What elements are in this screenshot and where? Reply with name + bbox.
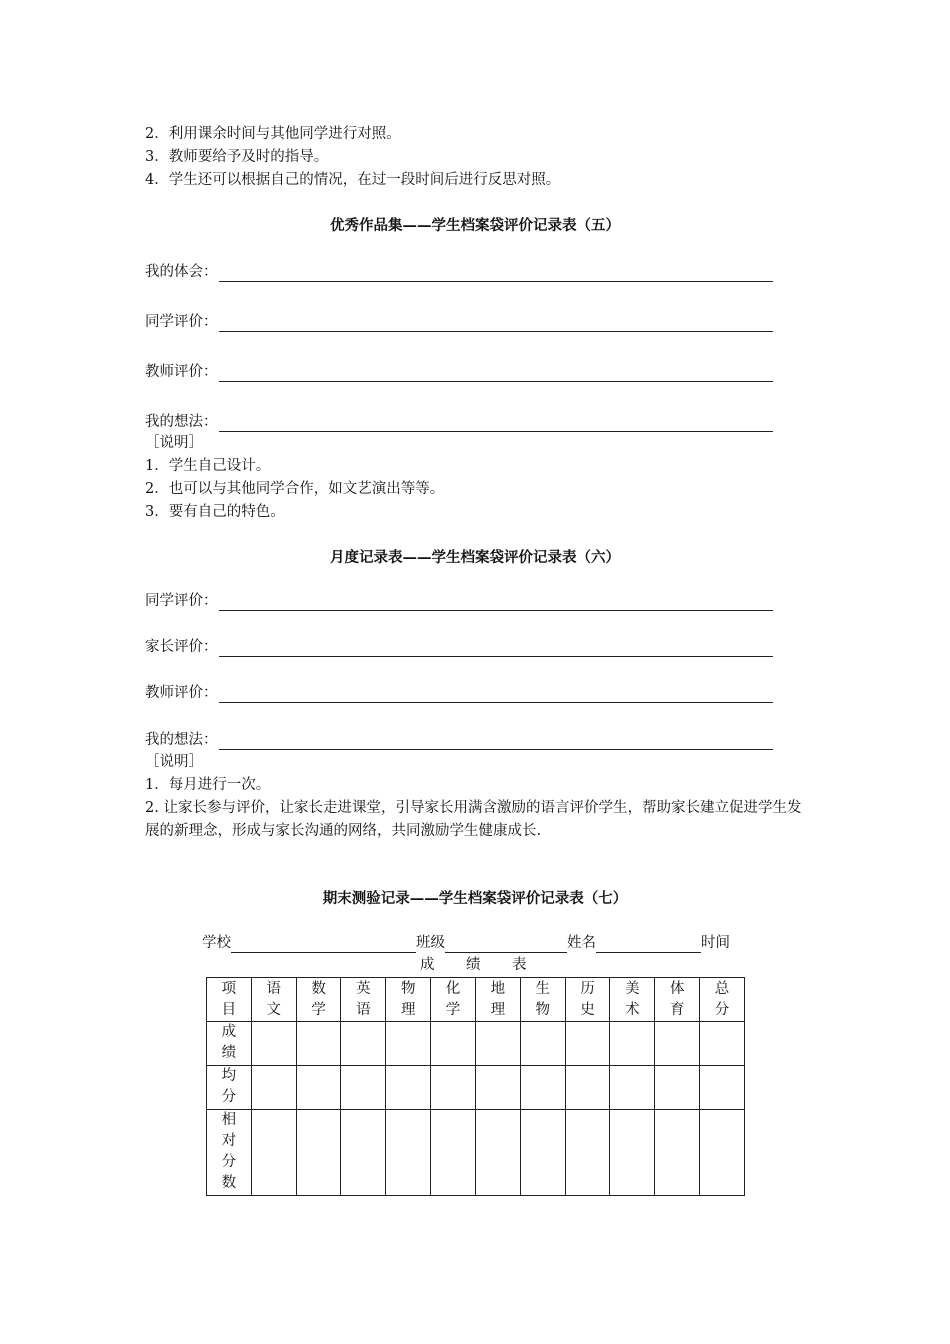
grade-cell[interactable] xyxy=(475,1066,520,1110)
blank-line[interactable] xyxy=(219,640,774,657)
grade-cell[interactable] xyxy=(655,1022,700,1066)
header-cell: 项目 xyxy=(207,978,252,1022)
table-header-row xyxy=(207,978,745,1022)
intro-item: 3．教师要给予及时的指导。 xyxy=(145,149,329,165)
grade-cell[interactable] xyxy=(251,1110,296,1196)
row-label-cell: 均分 xyxy=(207,1066,252,1110)
field-label: 教师评价： xyxy=(145,364,218,380)
section5-field-experience[interactable] xyxy=(145,262,773,282)
grade-cell[interactable] xyxy=(475,1022,520,1066)
intro-item: 4．学生还可以根据自己的情况，在过一段时间后进行反思对照。 xyxy=(145,172,561,188)
blank-line[interactable] xyxy=(219,733,774,750)
section7-title: 期末测验记录——学生档案袋评价记录表（七） xyxy=(322,890,628,907)
grade-cell[interactable] xyxy=(341,1022,386,1066)
section6-field-peer[interactable] xyxy=(145,591,773,611)
section5-title: 优秀作品集——学生档案袋评价记录表（五） xyxy=(330,217,620,234)
grade-cell[interactable] xyxy=(386,1110,431,1196)
grade-cell[interactable] xyxy=(251,1066,296,1110)
grade-cell[interactable] xyxy=(475,1110,520,1196)
section5-note: 2．也可以与其他同学合作，如文艺演出等等。 xyxy=(145,481,445,497)
grade-cell[interactable] xyxy=(296,1022,341,1066)
table-caption: 成 绩 表 xyxy=(420,957,527,973)
blank-line[interactable] xyxy=(219,315,774,332)
grade-cell[interactable] xyxy=(251,1022,296,1066)
section6-note-paragraph: 2. 让家长参与评价，让家长走进课堂，引导家长用满含激励的语言评价学生，帮助家长建立促进学生发展的新理念，形成与家长沟通的网络，共同激励学生健康成长. xyxy=(145,800,802,839)
field-label: 同学评价： xyxy=(145,593,218,609)
grade-cell[interactable] xyxy=(610,1066,655,1110)
school-blank[interactable] xyxy=(231,936,416,953)
intro-item: 2．利用课余时间与其他同学进行对照。 xyxy=(145,126,401,142)
header-cell: 语文 xyxy=(251,978,296,1022)
header-cell: 化学 xyxy=(431,978,476,1022)
grade-cell[interactable] xyxy=(431,1110,476,1196)
header-cell: 总分 xyxy=(700,978,745,1022)
section5-field-thoughts[interactable] xyxy=(145,412,773,432)
field-label: 同学评价： xyxy=(145,314,218,330)
grade-cell[interactable] xyxy=(520,1110,565,1196)
section6-field-thoughts[interactable] xyxy=(145,730,773,750)
grade-cell[interactable] xyxy=(431,1022,476,1066)
row-label-cell: 相对分数 xyxy=(207,1110,252,1196)
table-row xyxy=(207,1110,745,1196)
table-row xyxy=(207,1022,745,1066)
blank-line[interactable] xyxy=(219,415,774,432)
grade-cell[interactable] xyxy=(565,1022,610,1066)
grade-cell[interactable] xyxy=(700,1066,745,1110)
row-label-cell: 成绩 xyxy=(207,1022,252,1066)
header-cell: 英语 xyxy=(341,978,386,1022)
grade-cell[interactable] xyxy=(565,1066,610,1110)
grade-cell[interactable] xyxy=(296,1110,341,1196)
section5-field-teacher[interactable] xyxy=(145,362,773,382)
grade-cell[interactable] xyxy=(700,1022,745,1066)
header-cell: 地理 xyxy=(475,978,520,1022)
school-label: 学校 xyxy=(202,935,231,951)
section6-note: 1．每月进行一次。 xyxy=(145,777,271,793)
section6-field-parent[interactable] xyxy=(145,637,773,657)
field-label: 我的想法： xyxy=(145,732,218,748)
grade-cell[interactable] xyxy=(565,1110,610,1196)
grade-cell[interactable] xyxy=(610,1022,655,1066)
section5-field-peer[interactable] xyxy=(145,312,773,332)
name-label: 姓名 xyxy=(567,935,596,951)
grade-cell[interactable] xyxy=(431,1066,476,1110)
student-info-line xyxy=(202,933,762,953)
grade-cell[interactable] xyxy=(655,1110,700,1196)
header-cell: 物理 xyxy=(386,978,431,1022)
field-label: 教师评价： xyxy=(145,685,218,701)
grade-cell[interactable] xyxy=(386,1066,431,1110)
header-cell: 体育 xyxy=(655,978,700,1022)
grade-cell[interactable] xyxy=(520,1066,565,1110)
grade-cell[interactable] xyxy=(341,1066,386,1110)
class-label: 班级 xyxy=(416,935,445,951)
grade-cell[interactable] xyxy=(386,1022,431,1066)
time-label: 时间 xyxy=(701,935,730,951)
section6-title: 月度记录表——学生档案袋评价记录表（六） xyxy=(330,549,620,566)
grade-cell[interactable] xyxy=(520,1022,565,1066)
section5-note: 1．学生自己设计。 xyxy=(145,458,271,474)
grades-table xyxy=(206,977,745,1196)
blank-line[interactable] xyxy=(219,365,774,382)
blank-line[interactable] xyxy=(219,265,774,282)
section6-field-teacher[interactable] xyxy=(145,683,773,703)
table-row xyxy=(207,1066,745,1110)
header-cell: 生物 xyxy=(520,978,565,1022)
section5-note-label: ［说明］ xyxy=(145,435,203,451)
blank-line[interactable] xyxy=(219,594,774,611)
grade-cell[interactable] xyxy=(610,1110,655,1196)
class-blank[interactable] xyxy=(445,936,567,953)
header-cell: 数学 xyxy=(296,978,341,1022)
grade-cell[interactable] xyxy=(700,1110,745,1196)
section6-note-label: ［说明］ xyxy=(145,754,203,770)
name-blank[interactable] xyxy=(596,936,701,953)
grade-cell[interactable] xyxy=(296,1066,341,1110)
section5-note: 3．要有自己的特色。 xyxy=(145,504,285,520)
field-label: 家长评价： xyxy=(145,639,218,655)
blank-line[interactable] xyxy=(219,686,774,703)
field-label: 我的想法： xyxy=(145,414,218,430)
grade-cell[interactable] xyxy=(655,1066,700,1110)
header-cell: 美术 xyxy=(610,978,655,1022)
header-cell: 历史 xyxy=(565,978,610,1022)
grade-cell[interactable] xyxy=(341,1110,386,1196)
field-label: 我的体会： xyxy=(145,264,218,280)
